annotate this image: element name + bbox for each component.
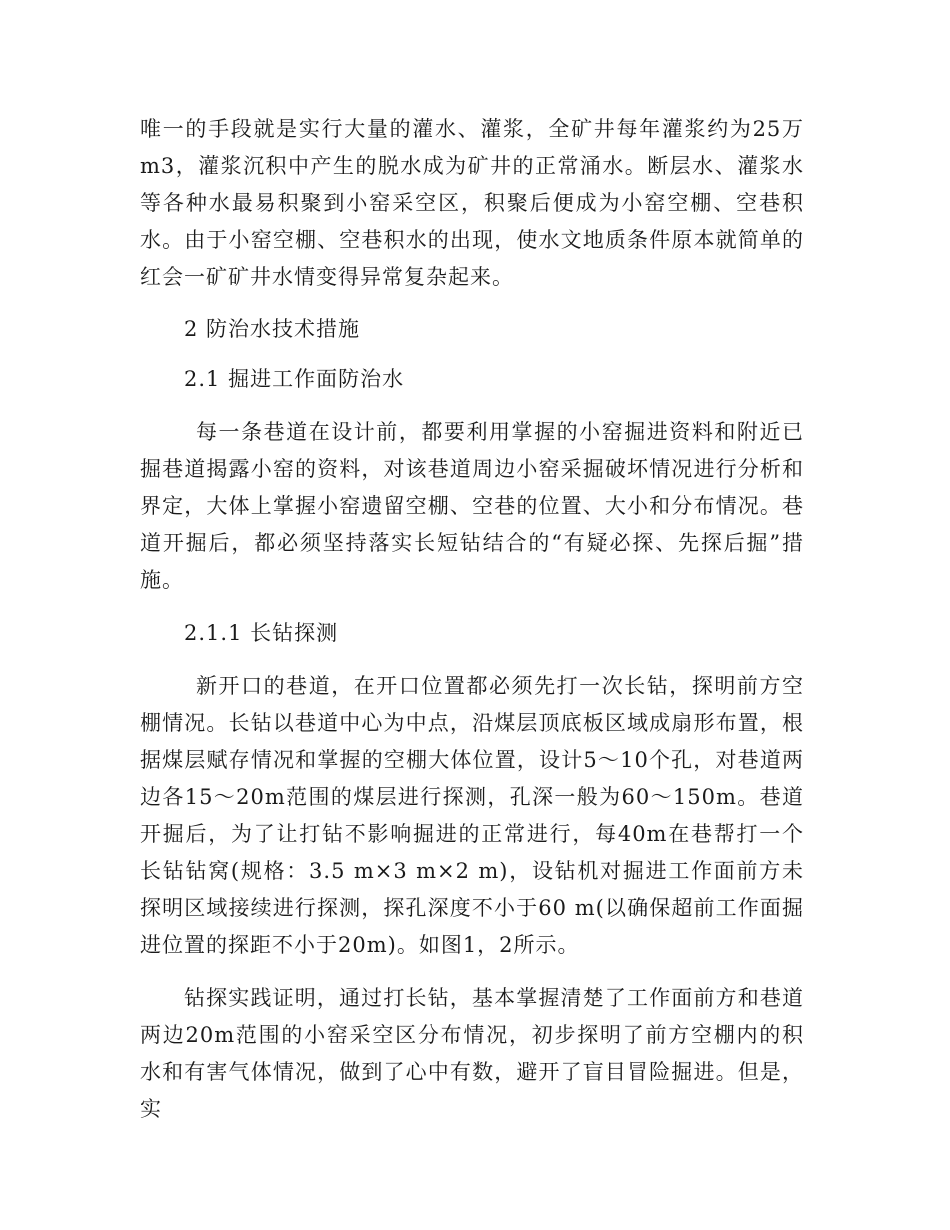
section-heading-2: 2 防治水技术措施 [184,317,361,341]
paragraph-drilling-results: 钻探实践证明，通过打长钻，基本掌握清楚了工作面前方和巷道两边20m范围的小窑采空区分布情况，初步探明了前方空棚内的积水和有害气体情况，做到了心中有数，避开了盲目冒险掘进。但是，实 [140,986,804,1121]
paragraph-spacer [140,348,804,361]
paragraph-tunnel-design: 每一条巷道在设计前，都要利用掌握的小窑掘进资料和附近已掘巷道揭露小窑的资料，对该巷道周边小窑采掘破坏情况进行分析和界定，大体上掌握小窑遗留空棚、空巷的位置、大小和分布情况。巷道开掘后，都必须坚持落实长短钻结合的“有疑必探、先探后掘”措施。 [140,420,804,592]
section-heading-2-1-1: 2.1.1 长钻探测 [184,621,339,645]
paragraph-spacer [140,296,804,311]
paragraph-spacer [140,652,804,668]
paragraph-spacer [140,599,804,615]
paragraph-spacer [140,398,804,414]
section-heading-2-1: 2.1 掘进工作面防治水 [184,367,405,391]
document-body [140,111,804,1128]
paragraph-long-drilling: 新开口的巷道，在开口位置都必须先打一次长钻，探明前方空棚情况。长钻以巷道中心为中点，沿煤层顶底板区域成扇形布置，根据煤层赋存情况和掌握的空棚大体位置，设计5～10个孔，对巷道两边各15～20m范围的煤层进行探测，孔深一般为60～150m。巷道开掘后，为了让打钻不影响掘进的正常进行，每40m在巷帮打一个长钻钻窝(规格：3.5 m×3 m×2 m)，设钻机对掘进工作面前方未探明区域接续进行探测，探孔深度不小于60 m(以确保超前工作面掘进位置的探距不小于20m)。如图1，2所示。 [140,674,804,957]
paragraph-water-sources: 唯一的手段就是实行大量的灌水、灌浆，全矿井每年灌浆约为25万m3，灌浆沉积中产生的脱水成为矿井的正常涌水。断层水、灌浆水等各种水最易积聚到小窑采空区，积聚后便成为小窑空棚、空巷积水。由于小窑空棚、空巷积水的出现，使水文地质条件原本就简单的红会一矿矿井水情变得异常复杂起来。 [140,117,804,289]
paragraph-spacer [140,964,804,980]
